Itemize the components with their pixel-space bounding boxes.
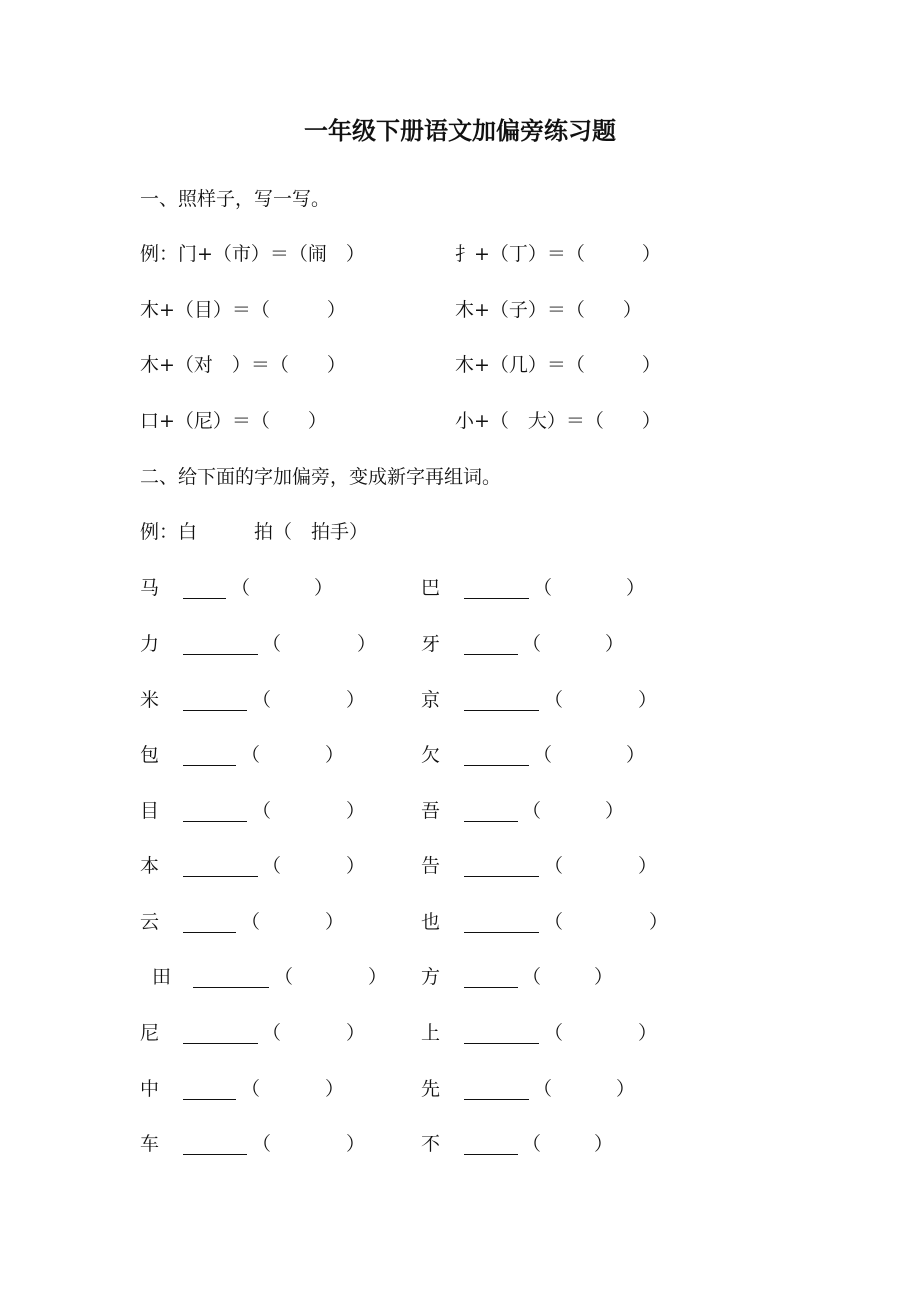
word-blank[interactable] (542, 800, 611, 822)
base-char: 本 (140, 855, 160, 877)
answer-blank[interactable] (183, 1043, 258, 1044)
base-char: 方 (421, 966, 441, 988)
close-paren: ） (346, 800, 366, 822)
base-char: 不 (421, 1133, 441, 1155)
open-paren: （ (262, 855, 282, 877)
answer-blank[interactable] (183, 1154, 247, 1155)
base-char: 上 (421, 1022, 441, 1044)
close-paren: ） (346, 689, 366, 711)
open-paren: （ (252, 1133, 272, 1155)
base-char: 巴 (421, 577, 441, 599)
base-char: 欠 (421, 744, 441, 766)
answer-blank[interactable] (464, 1099, 529, 1100)
word-blank[interactable] (294, 966, 374, 988)
answer-blank[interactable] (464, 598, 529, 599)
close-paren: ） (594, 966, 614, 988)
close-paren: ） (594, 1133, 614, 1155)
section2-example: 例：白 拍（ 拍手） (140, 521, 369, 543)
word-blank[interactable] (251, 577, 320, 599)
open-paren: （ (522, 966, 542, 988)
base-char: 马 (140, 577, 160, 599)
base-char: 也 (421, 911, 441, 933)
answer-blank[interactable] (464, 821, 518, 822)
close-paren: ） (357, 633, 377, 655)
open-paren: （ (544, 911, 564, 933)
section1-heading: 一、照样子，写一写。 (140, 188, 331, 210)
open-paren: （ (241, 1078, 261, 1100)
close-paren: ） (346, 1133, 366, 1155)
word-blank[interactable] (542, 633, 611, 655)
open-paren: （ (522, 1133, 542, 1155)
open-paren: （ (241, 744, 261, 766)
answer-blank[interactable] (464, 1154, 518, 1155)
base-char: 目 (140, 800, 160, 822)
word-blank[interactable] (564, 855, 644, 877)
close-paren: ） (325, 744, 345, 766)
exercise-left: 木+（对 ）＝（ ） (140, 354, 346, 376)
answer-blank[interactable] (464, 932, 539, 933)
exercise-right: 扌+（丁）＝（ ） (455, 243, 661, 265)
word-blank[interactable] (261, 744, 331, 766)
base-char: 先 (421, 1078, 441, 1100)
answer-blank[interactable] (464, 654, 518, 655)
close-paren: ） (605, 800, 625, 822)
word-blank[interactable] (553, 1078, 622, 1100)
word-blank[interactable] (564, 689, 644, 711)
answer-blank[interactable] (464, 987, 518, 988)
exercise-right: 木+（几）＝（ ） (455, 354, 661, 376)
open-paren: （ (262, 633, 282, 655)
word-blank[interactable] (282, 855, 352, 877)
close-paren: ） (368, 966, 388, 988)
answer-blank[interactable] (183, 876, 258, 877)
answer-blank[interactable] (183, 821, 247, 822)
word-blank[interactable] (564, 1022, 644, 1044)
open-paren: （ (533, 577, 553, 599)
word-blank[interactable] (272, 1133, 352, 1155)
word-blank[interactable] (542, 966, 600, 988)
page-title: 一年级下册语文加偏旁练习题 (304, 117, 616, 145)
answer-blank[interactable] (183, 1099, 236, 1100)
word-blank[interactable] (553, 577, 632, 599)
open-paren: （ (533, 1078, 553, 1100)
open-paren: （ (252, 800, 272, 822)
word-blank[interactable] (272, 689, 352, 711)
answer-blank[interactable] (464, 710, 539, 711)
word-blank[interactable] (282, 1022, 352, 1044)
open-paren: （ (544, 689, 564, 711)
open-paren: （ (522, 633, 542, 655)
base-char: 尼 (140, 1022, 160, 1044)
exercise-left: 例：门+（市）＝（闹 ） (140, 243, 365, 265)
close-paren: ） (346, 855, 366, 877)
section2-heading: 二、给下面的字加偏旁，变成新字再组词。 (140, 466, 502, 488)
open-paren: （ (533, 744, 553, 766)
base-char: 田 (152, 966, 172, 988)
base-char: 告 (421, 855, 441, 877)
close-paren: ） (626, 744, 646, 766)
answer-blank[interactable] (183, 710, 247, 711)
exercise-left: 木+（目）＝（ ） (140, 299, 346, 321)
word-blank[interactable] (553, 744, 632, 766)
close-paren: ） (325, 911, 345, 933)
base-char: 云 (140, 911, 160, 933)
close-paren: ） (616, 1078, 636, 1100)
close-paren: ） (605, 633, 625, 655)
word-blank[interactable] (272, 800, 352, 822)
close-paren: ） (638, 689, 658, 711)
answer-blank[interactable] (183, 765, 236, 766)
base-char: 中 (140, 1078, 160, 1100)
base-char: 吾 (421, 800, 441, 822)
open-paren: （ (241, 911, 261, 933)
base-char: 包 (140, 744, 160, 766)
word-blank[interactable] (564, 911, 655, 933)
answer-blank[interactable] (183, 932, 236, 933)
exercise-left: 口+（尼）＝（ ） (140, 410, 327, 432)
base-char: 牙 (421, 633, 441, 655)
base-char: 力 (140, 633, 160, 655)
close-paren: ） (325, 1078, 345, 1100)
close-paren: ） (638, 855, 658, 877)
answer-blank[interactable] (464, 765, 529, 766)
answer-blank[interactable] (464, 876, 539, 877)
open-paren: （ (522, 800, 542, 822)
base-char: 京 (421, 689, 441, 711)
answer-blank[interactable] (193, 987, 269, 988)
close-paren: ） (626, 577, 646, 599)
word-blank[interactable] (542, 1133, 600, 1155)
close-paren: ） (649, 911, 669, 933)
open-paren: （ (544, 855, 564, 877)
open-paren: （ (274, 966, 294, 988)
base-char: 米 (140, 689, 160, 711)
open-paren: （ (544, 1022, 564, 1044)
open-paren: （ (262, 1022, 282, 1044)
word-blank[interactable] (261, 1078, 331, 1100)
close-paren: ） (638, 1022, 658, 1044)
exercise-right: 小+（ 大）＝（ ） (455, 410, 661, 432)
open-paren: （ (252, 689, 272, 711)
close-paren: ） (314, 577, 334, 599)
exercise-right: 木+（子）＝（ ） (455, 299, 642, 321)
word-blank[interactable] (261, 911, 331, 933)
answer-blank[interactable] (183, 654, 258, 655)
base-char: 车 (140, 1133, 160, 1155)
close-paren: ） (346, 1022, 366, 1044)
word-blank[interactable] (282, 633, 363, 655)
open-paren: （ (231, 577, 251, 599)
answer-blank[interactable] (464, 1043, 539, 1044)
answer-blank[interactable] (183, 598, 226, 599)
